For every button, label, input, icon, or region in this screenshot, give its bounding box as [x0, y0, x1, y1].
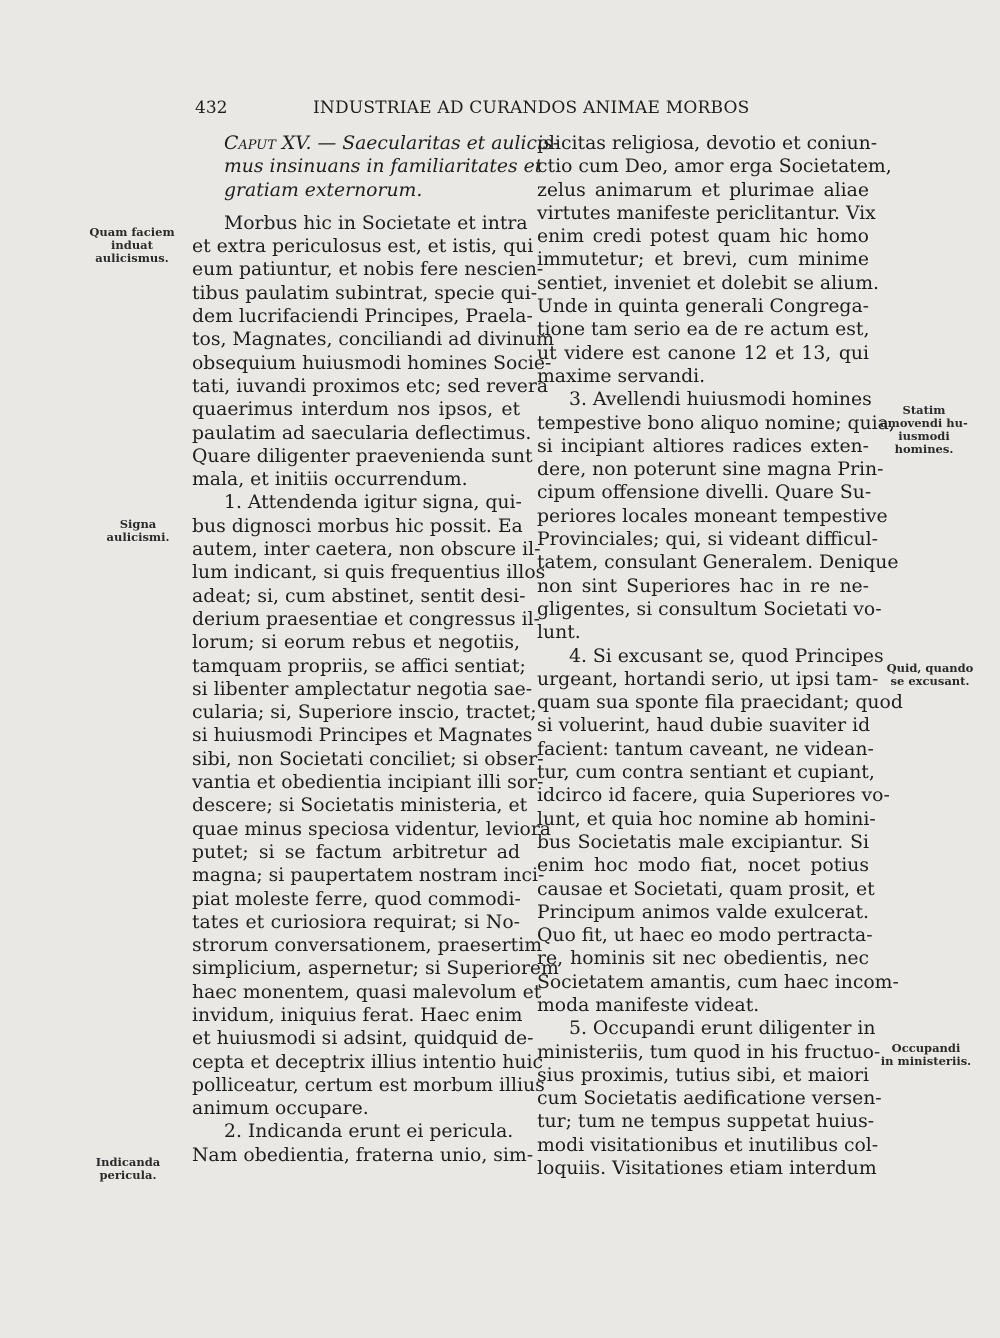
text-line: maxime servandi.	[537, 365, 706, 387]
text-line: ctio cum Deo, amor erga Societatem,	[537, 156, 892, 178]
text-line: enim hoc modo fiat, nocet potius	[537, 855, 869, 877]
margin-note-line: pericula.	[99, 1168, 157, 1182]
text-line: piat moleste ferre, quod commodi-	[192, 888, 521, 910]
margin-note-line: aulicismus.	[95, 251, 169, 265]
text-line: tates et curiosiora requirat; si No-	[192, 911, 520, 933]
text-line: tur; tum ne tempus suppetat huius-	[537, 1111, 875, 1133]
text-line: derium praesentiae et congressus il-	[192, 608, 541, 630]
text-line: adeat; si, cum abstinet, sentit desi-	[192, 585, 526, 607]
text-line: tione tam serio ea de re actum est,	[537, 319, 870, 341]
margin-note-pericula	[86, 1156, 170, 1182]
text-line: si huiusmodi Principes et Magnates	[192, 725, 533, 747]
text-line: strorum conversationem, praesertim	[192, 935, 543, 957]
margin-note-line: amovendi hu-	[880, 416, 968, 430]
text-line: idcirco id facere, quia Superiores vo-	[537, 785, 890, 807]
text-line: lunt, et quia hoc nomine ab homini-	[537, 808, 876, 830]
text-line: 3. Avellendi huiusmodi homines	[569, 389, 872, 411]
text-line: immutetur; et brevi, cum minime	[537, 249, 869, 271]
text-line: mala, et initiis occurrendum.	[192, 469, 468, 491]
margin-note-excusant	[882, 662, 978, 688]
text-line: ut videre est canone 12 et 13, qui	[537, 342, 869, 364]
text-line: putet; si se factum arbitretur ad	[192, 841, 520, 863]
text-line: et huiusmodi si adsint, quidquid de-	[192, 1028, 534, 1050]
margin-note-signa	[96, 518, 180, 544]
text-line: paulatim ad saecularia deflectimus.	[192, 422, 532, 444]
text-line: zelus animarum et plurimae aliae	[537, 179, 869, 201]
margin-note-line: Occupandi	[891, 1041, 961, 1055]
text-line: quaerimus interdum nos ipsos, et	[192, 399, 520, 421]
text-line: urgeant, hortandi serio, ut ipsi tam-	[537, 668, 879, 690]
text-line: 2. Indicanda erunt ei pericula.	[224, 1121, 514, 1143]
text-line: re, hominis sit nec obedientis, nec	[537, 948, 869, 970]
text-line: quae minus speciosa videntur, leviora	[192, 818, 551, 840]
text-line: plicitas religiosa, devotio et coniun-	[537, 133, 878, 154]
text-line: modi visitationibus et inutilibus col-	[537, 1134, 879, 1156]
text-line: tamquam propriis, se affici sentiat;	[192, 655, 526, 677]
spacer	[192, 202, 520, 212]
margin-note-line: induat	[111, 238, 153, 252]
text-line: descere; si Societatis ministeria, et	[192, 795, 528, 817]
margin-note-line: Indicanda	[95, 1155, 161, 1169]
text-line: tati, iuvandi proximos etc; sed revera	[192, 375, 549, 397]
text-line: tur, cum contra sentiant et cupiant,	[537, 762, 875, 784]
text-line: tatem, consulant Generalem. Denique	[537, 552, 899, 574]
text-line: 1. Attendenda igitur signa, qui-	[224, 492, 522, 514]
text-line: magna; si paupertatem nostram inci-	[192, 865, 545, 887]
text-line: dem lucrifaciendi Principes, Praela-	[192, 306, 533, 328]
margin-note-line: Quid, quando	[886, 661, 974, 675]
margin-note-line: aulicismi.	[106, 530, 170, 544]
text-line: moda manifeste videat.	[537, 994, 760, 1016]
text-line: loquiis. Visitationes etiam interdum	[537, 1158, 877, 1180]
text-line: periores locales moneant tempestive	[537, 505, 888, 527]
text-line: cularia; si, Superiore inscio, tractet;	[192, 702, 537, 724]
text-line: cepta et deceptrix illius intentio huic	[192, 1051, 544, 1073]
text-line: lum indicant, si quis frequentius illos	[192, 562, 546, 584]
margin-note-line: iusmodi	[898, 429, 950, 443]
margin-note-line: Quam faciem	[89, 225, 175, 239]
chapter-title-line: gratiam externorum.	[224, 179, 423, 201]
right-column	[537, 132, 903, 1180]
margin-note-line: homines.	[894, 442, 954, 456]
margin-note-faciem	[86, 226, 178, 265]
caput-label: Caput XV.	[224, 133, 312, 154]
text-line: tempestive bono aliquo nomine; quia,	[537, 412, 895, 434]
text-line: animum occupare.	[192, 1098, 369, 1120]
text-line: gligentes, si consultum Societati vo-	[537, 598, 882, 620]
text-line: Societatem amantis, cum haec incom-	[537, 971, 899, 993]
text-line: Nam obedientia, fraterna unio, sim-	[192, 1144, 534, 1166]
right-column-text	[537, 132, 903, 1180]
text-line: haec monentem, quasi malevolum et	[192, 981, 542, 1003]
text-line: Quare diligenter praevenienda sunt	[192, 445, 533, 467]
text-line: autem, inter caetera, non obscure il-	[192, 539, 541, 561]
text-line: ministeriis, tum quod in his fructuo-	[537, 1041, 881, 1063]
text-line: invidum, iniquius ferat. Haec enim	[192, 1004, 523, 1026]
text-line: simplicium, aspernetur; si Superiorem	[192, 958, 559, 980]
text-line: Unde in quinta generali Congrega-	[537, 296, 870, 318]
margin-note-line: in ministeriis.	[880, 1054, 972, 1068]
text-line: sibi, non Societati conciliet; si obser-	[192, 748, 544, 770]
text-line: sentiet, inveniet et dolebit se alium.	[537, 272, 880, 294]
margin-note-line: Statim	[902, 403, 946, 417]
margin-note-occupandi	[876, 1042, 976, 1068]
text-line: bus dignosci morbus hic possit. Ea	[192, 515, 523, 537]
text-line: si incipiant altiores radices exten-	[537, 435, 869, 457]
text-line: facient: tantum caveant, ne videan-	[537, 738, 874, 760]
text-line: causae et Societati, quam prosit, et	[537, 878, 875, 900]
text-line: si voluerint, haud dubie suaviter id	[537, 715, 871, 737]
text-line: non sint Superiores hac in re ne-	[537, 575, 869, 597]
text-line: sius proximis, tutius sibi, et maiori	[537, 1064, 869, 1086]
chapter-title-line: mus insinuans in familiaritates et	[224, 156, 543, 178]
text-line: Morbus hic in Societate et intra	[224, 212, 528, 234]
text-line: Quo fit, ut haec eo modo pertracta-	[537, 925, 873, 947]
text-line: enim credi potest quam hic homo	[537, 226, 869, 248]
text-line: lunt.	[537, 622, 581, 644]
text-line: eum patiuntur, et nobis fere nescien-	[192, 259, 544, 281]
page-number: 432	[195, 98, 228, 118]
text-line: vantia et obedientia incipiant illi sor-	[192, 772, 544, 794]
text-line: Provinciales; qui, si videant difficul-	[537, 529, 879, 551]
text-line: cipum offensione divelli. Quare Su-	[537, 482, 872, 504]
chapter-title-line: — Saecularitas et aulicis-	[317, 133, 560, 154]
text-line: bus Societatis male excipiantur. Si	[537, 831, 869, 853]
text-line: tibus paulatim subintrat, specie qui-	[192, 282, 538, 304]
chapter-heading-line	[192, 132, 560, 155]
text-line: cum Societatis aedificatione versen-	[537, 1088, 882, 1110]
text-line: et extra periculosus est, et istis, qui	[192, 236, 534, 258]
margin-note-line: Signa	[119, 517, 157, 531]
text-line: obsequium huiusmodi homines Socie-	[192, 352, 552, 374]
text-line: polliceatur, certum est morbum illius	[192, 1074, 545, 1096]
text-line: 5. Occupandi erunt diligenter in	[569, 1018, 876, 1040]
text-line: 4. Si excusant se, quod Principes	[569, 645, 884, 667]
text-line: Principum animos valde exulcerat.	[537, 901, 869, 923]
text-line: dere, non poterunt sine magna Prin-	[537, 459, 884, 481]
margin-note-line: se excusant.	[890, 674, 970, 688]
text-line: quam sua sponte fila praecidant; quod	[537, 692, 903, 714]
running-title: INDUSTRIAE AD CURANDOS ANIMAE MORBOS	[313, 98, 750, 118]
text-line: virtutes manifeste periclitantur. Vix	[537, 202, 876, 224]
page-header	[195, 98, 885, 124]
text-line: si libenter amplectatur negotia sae-	[192, 678, 533, 700]
text-line: lorum; si eorum rebus et negotiis,	[192, 632, 520, 654]
text-line: tos, Magnates, conciliandi ad divinum	[192, 329, 555, 351]
